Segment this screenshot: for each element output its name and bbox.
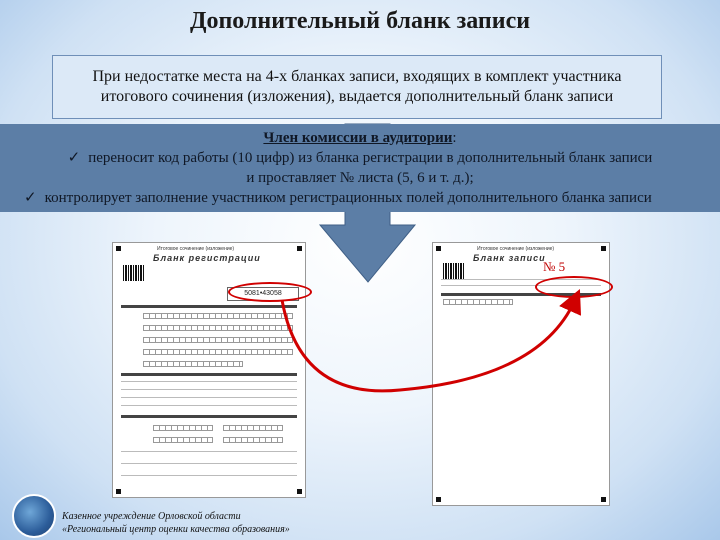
- form-name: Бланк записи: [473, 253, 546, 263]
- sheet-number: № 5: [543, 259, 566, 274]
- footer: [62, 510, 290, 536]
- banner-item-1-text: переносит код работы (10 цифр) из бланка регистрации в дополнительный бланк записи: [88, 150, 653, 166]
- checkmark-icon: ✓: [24, 190, 37, 206]
- banner-header-colon: :: [452, 130, 457, 146]
- footer-line-1: Казенное учреждение Орловской области: [62, 511, 241, 522]
- form-header: Итоговое сочинение (изложение): [157, 246, 235, 252]
- banner-header-text: Член комиссии в аудитории: [263, 130, 453, 146]
- intro-line-2: итогового сочинения (изложения), выдается дополнительный бланк записи: [100, 88, 614, 105]
- form-name: Бланк регистрации: [153, 253, 261, 263]
- checkmark-icon: ✓: [67, 150, 81, 166]
- organization-logo: [12, 494, 56, 538]
- banner-item-1-continued: и проставляет № листа (5, 6 и т. д.);: [246, 170, 474, 186]
- footer-line-2: «Региональный центр оценки качества образования»: [62, 524, 290, 535]
- page-title: Дополнительный бланк записи: [189, 8, 531, 34]
- banner-item-2-text: контролирует заполнение участником регистрационных полей дополнительного бланка записи: [44, 190, 652, 206]
- work-code-field: 5081•43058: [227, 287, 299, 301]
- intro-line-1: При недостатке места на 4-х бланках записи, входящих в комплект участника: [92, 68, 622, 85]
- form-header: Итоговое сочинение (изложение): [477, 246, 555, 252]
